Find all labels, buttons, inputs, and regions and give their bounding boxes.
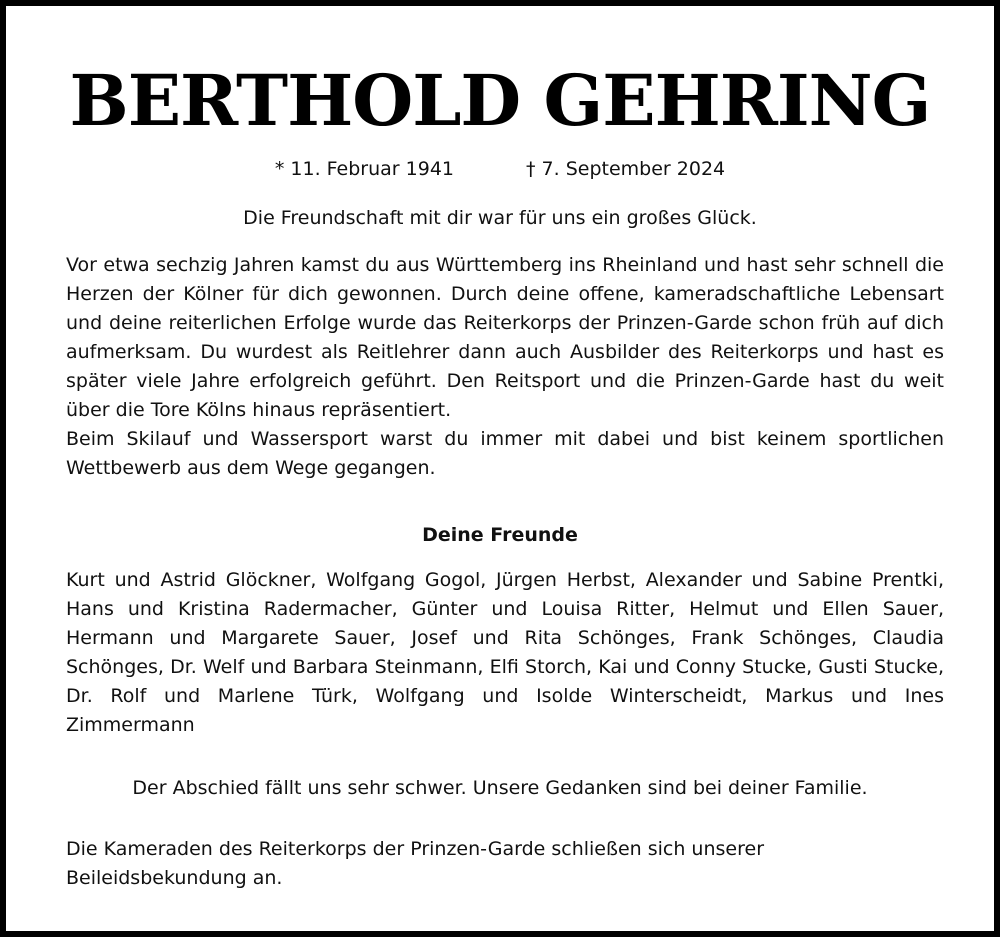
tribute-paragraph: Beim Skilauf und Wassersport warst du immer mit dabei und bist keinem sportlichen Wettbewerb aus dem Wege gegangen. xyxy=(66,428,944,479)
tribute-text xyxy=(66,251,944,483)
death-date: † 7. September 2024 xyxy=(526,158,726,180)
tribute-paragraph: Vor etwa sechzig Jahren kamst du aus Württemberg ins Rheinland und hast sehr schnell die Herzen der Kölner für dich gewonnen. Durch deine offene, kameradschaftliche Lebensart und deine reiterlichen Erfolge wurde das Reiterkorps der Prinzen-Garde schon früh auf dich aufmerksam. Du wurdest als Reitlehrer dann auch Ausbilder des Reiterkorps und hast es später viele Jahre erfolgreich geführt. Den Reitsport und die Prinzen-Garde hast du weit über die Tore Kölns hinaus repräsentiert. xyxy=(66,254,944,421)
deceased-name: BERTHOLD GEHRING xyxy=(69,59,931,142)
birth-date: * 11. Februar 1941 xyxy=(274,158,454,180)
life-dates xyxy=(6,156,994,182)
farewell-line: Der Abschied fällt uns sehr schwer. Unsere Gedanken sind bei deiner Familie. xyxy=(132,777,868,799)
motto-line: Die Freundschaft mit dir war für uns ein großes Glück. xyxy=(243,207,757,229)
friends-list: Kurt und Astrid Glöckner, Wolfgang Gogol, Jürgen Herbst, Alexander und Sabine Prentki, Hans und Kristina Radermacher, Günter und Louisa Ritter, Helmut und Ellen Sauer, Hermann und Margarete Sauer, Josef und Rita Schönges, Frank Schönges, Claudia Schönges, Dr. Welf und Barbara Steinmann, Elfi Storch, Kai und Conny Stucke, Gusti Stucke, Dr. Rolf und Marlene Türk, Wolfgang und Isolde Winterscheidt, Markus und Ines Zimmermann xyxy=(66,569,944,736)
friends-heading: Deine Freunde xyxy=(422,524,578,546)
closing-text: Die Kameraden des Reiterkorps der Prinzen-Garde schließen sich unserer Beileidsbekundung an. xyxy=(66,838,764,889)
